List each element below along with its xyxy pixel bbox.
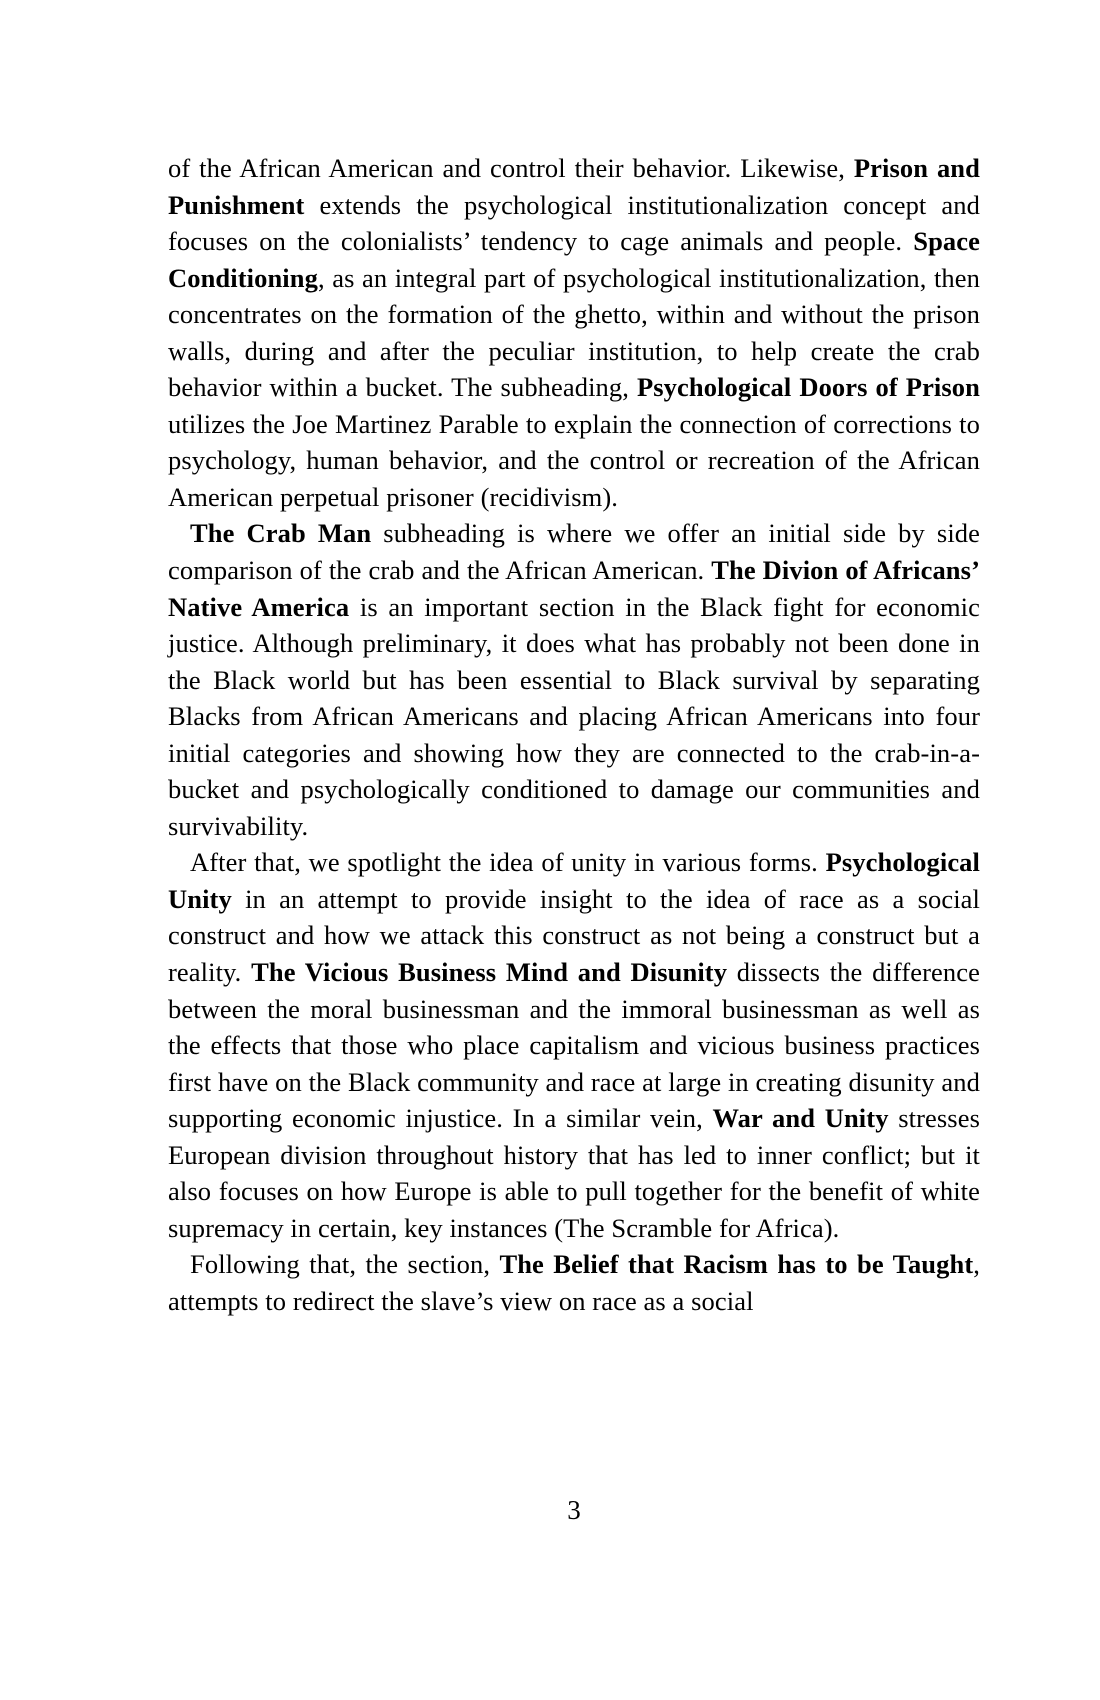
text-run: is an important section in the Black fight for economic justice. Although preliminary, it does what has probably not been done in the Black world but has been essential to Black survival by separating Blacks from African Americans and placing African Americans into four initial categories and showing how they are connected to the crab-in-a-bucket and psychologically conditioned to damage our communities and survivability. [168, 591, 980, 841]
paragraph [168, 1246, 980, 1319]
body-text [168, 150, 980, 1320]
bold-text-run: Psychological Doors of Prison [636, 372, 980, 403]
text-run: After that, we spotlight the idea of unity in various forms. [190, 847, 826, 878]
bold-text-run: The Divion of Africans’ Native America [168, 555, 980, 622]
bold-text-run: The Belief that Racism has to be Taught [499, 1249, 974, 1280]
bold-text-run: Psychological Unity [168, 847, 980, 914]
bold-text-run: Prison and Punishment [168, 153, 980, 220]
bold-text-run: War and Unity [712, 1103, 889, 1134]
bold-text-run: The Vicious Business Mind and Disunity [251, 957, 728, 988]
text-run: dissects the difference between the moral businessman and the immoral businessman as well as the effects that those who place capitalism and vicious business practices first have on the Black community and race at large in creating disunity and supporting economic injustice. In a similar vein, [168, 957, 980, 1134]
text-run: subheading is where we offer an initial side by side comparison of the crab and the African American. [168, 518, 980, 586]
text-run: extends the psychological institutionalization concept and focuses on the colonialists’ tendency to cage animals and people. [168, 189, 980, 257]
bold-text-run: The Crab Man [190, 518, 372, 549]
paragraph [168, 844, 980, 1246]
text-run: in an attempt to provide insight to the idea of race as a social construct and how we attack this construct as not being a construct but a reality. [168, 883, 980, 988]
page-number: 3 [567, 1495, 581, 1525]
text-run: , as an integral part of psychological institutionalization, then concentrates on the formation of the ghetto, within and without the prison walls, during and after the peculiar institution, to help create the crab behavior within a bucket. The subheading, [168, 262, 980, 403]
paragraph [168, 150, 980, 515]
bold-text-run: Space Conditioning [168, 226, 980, 293]
text-run: utilizes the Joe Martinez Parable to explain the connection of corrections to psychology, human behavior, and the control or recreation of the African American perpetual prisoner (recidivism). [168, 408, 980, 512]
text-run: , attempts to redirect the slave’s view on race as a social [168, 1249, 980, 1316]
text-run: Following that, the section, [190, 1249, 500, 1280]
paragraph [168, 515, 980, 844]
text-run: of the African American and control their behavior. Likewise, [168, 153, 854, 183]
text-run: stresses European division throughout history that has led to inner conflict; but it also focuses on how Europe is able to pull together for the benefit of white supremacy in certain, key instances (The Scramble for Africa). [168, 1103, 980, 1243]
